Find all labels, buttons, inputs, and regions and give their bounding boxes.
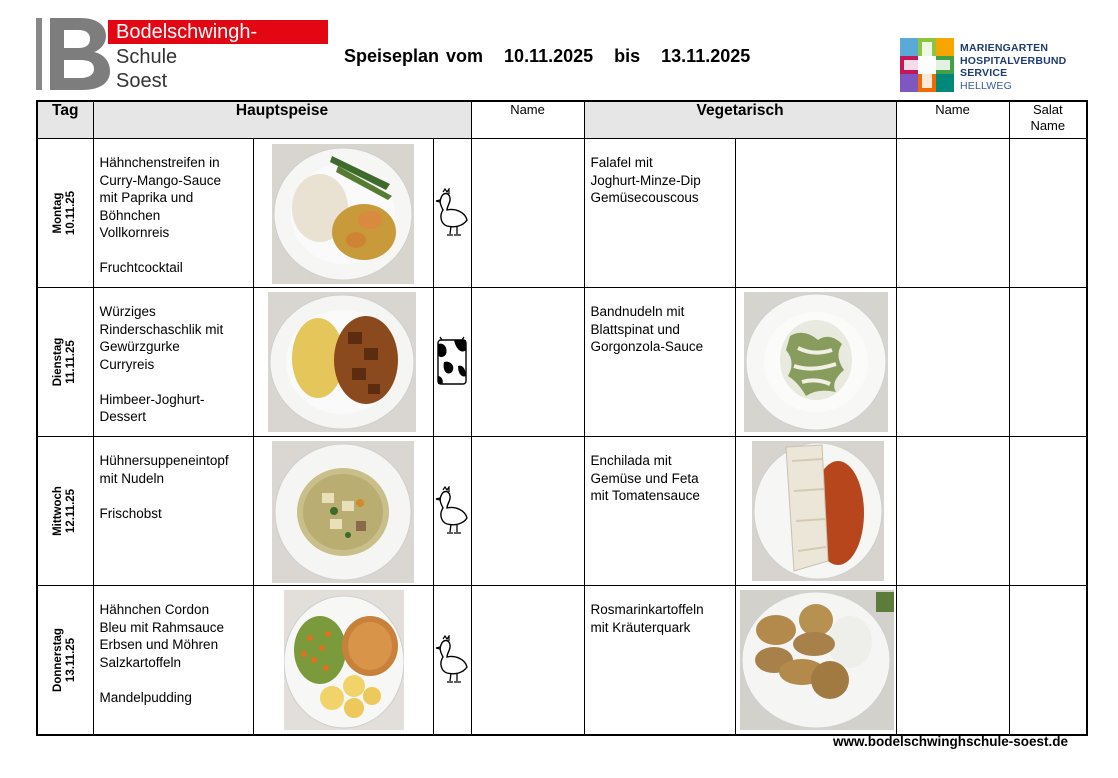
table-row — [37, 139, 1087, 288]
food-photo-beef-shashlik — [268, 292, 416, 432]
veg-photo-cell — [735, 139, 896, 288]
veg-dish-cell — [584, 437, 735, 586]
table-row — [37, 586, 1087, 736]
org-line-3: SERVICE — [960, 67, 1008, 79]
main-dish-cell — [93, 437, 253, 586]
meat-type-cell — [433, 139, 471, 288]
day-date: 11.11.25 — [65, 340, 78, 384]
main-name-cell — [471, 586, 584, 736]
page-title: Speiseplan vom 10.11.2025 bis 13.11.2025 — [344, 46, 751, 66]
day-date: 12.11.25 — [65, 488, 78, 534]
main-dish-photo — [253, 288, 433, 437]
school-logo — [36, 18, 296, 92]
main-dish-cell — [93, 139, 253, 288]
cow-icon — [434, 336, 470, 388]
org-line-4: HELLWEG — [960, 79, 1012, 92]
veg-dish-text: Rosmarinkartoffeln mit Kräuterquark — [590, 602, 704, 635]
day-date: 13.11.25 — [65, 637, 78, 683]
main-dish-text: Hühnersuppeneintopf mit Nudeln Frischobst — [99, 453, 229, 521]
school-name-line2: Schule — [116, 46, 178, 68]
table-header-row — [37, 101, 1087, 139]
main-dish-photo — [253, 586, 433, 736]
provider-logo — [900, 38, 1090, 94]
veg-dish-text: Enchilada mit Gemüse und Feta mit Tomatensauce — [590, 453, 700, 503]
veg-dish-cell — [584, 586, 735, 736]
menu-table — [36, 100, 1088, 736]
veg-dish-photo — [735, 437, 896, 586]
veg-dish-cell — [584, 139, 735, 288]
school-logo-b-mark — [36, 18, 112, 90]
veg-name-cell — [896, 288, 1009, 437]
mosaic-logo-icon — [900, 38, 954, 92]
main-name-cell — [471, 288, 584, 437]
veg-name-cell — [896, 437, 1009, 586]
salat-name-cell — [1009, 288, 1087, 437]
header-tag: Tag — [37, 101, 93, 139]
header-name-main: Name — [471, 101, 584, 139]
salat-name-cell — [1009, 437, 1087, 586]
day-cell — [37, 437, 93, 586]
main-dish-cell — [93, 288, 253, 437]
header-hauptspeise: Hauptspeise — [93, 101, 471, 139]
veg-dish-cell — [584, 288, 735, 437]
header-vegetarisch: Vegetarisch — [584, 101, 896, 139]
chicken-icon — [435, 486, 469, 536]
main-dish-photo — [253, 437, 433, 586]
veg-dish-photo — [735, 288, 896, 437]
veg-name-cell — [896, 139, 1009, 288]
chicken-icon — [435, 635, 469, 685]
main-dish-text: Hähnchen Cordon Bleu mit Rahmsauce Erbsen und Möhren Salzkartoffeln Mandelpudding — [99, 602, 225, 705]
header-salat-name: Salat Name — [1009, 101, 1087, 139]
food-photo-cordon-bleu — [284, 590, 404, 730]
day-date: 10.11.25 — [65, 190, 78, 236]
food-photo-enchilada — [752, 441, 884, 581]
salat-name-cell — [1009, 586, 1087, 736]
main-name-cell — [471, 437, 584, 586]
day-name: Montag — [52, 192, 65, 234]
main-dish-photo — [253, 139, 433, 288]
school-name-line3: Soest — [116, 70, 168, 92]
salat-name-cell — [1009, 139, 1087, 288]
main-name-cell — [471, 139, 584, 288]
website-url: www.bodelschwinghschule-soest.de — [832, 734, 1068, 749]
day-name: Mittwoch — [52, 486, 65, 536]
header-name-veg: Name — [896, 101, 1009, 139]
main-dish-cell — [93, 586, 253, 736]
day-name: Dienstag — [52, 337, 65, 387]
table-row — [37, 288, 1087, 437]
veg-name-cell — [896, 586, 1009, 736]
chicken-icon — [435, 188, 469, 238]
day-cell — [37, 139, 93, 288]
veg-dish-photo — [735, 586, 896, 736]
food-photo-rosemary-potatoes — [740, 590, 894, 730]
veg-dish-text: Bandnudeln mit Blattspinat und Gorgonzola-Sauce — [590, 304, 704, 354]
meat-type-cell — [433, 437, 471, 586]
day-name: Donnerstag — [52, 628, 65, 692]
food-photo-spinach-noodles — [744, 292, 888, 432]
meat-type-cell — [433, 288, 471, 437]
org-line-2: HOSPITALVERBUND — [960, 54, 1067, 67]
main-dish-text: Hähnchenstreifen in Curry-Mango-Sauce mit Paprika und Böhnchen Vollkornreis Fruchtcocktail — [99, 155, 222, 275]
food-photo-chicken-curry — [272, 144, 414, 284]
main-dish-text: Würziges Rinderschaschlik mit Gewürzgurke Curryreis Himbeer-Joghurt- Dessert — [99, 304, 224, 424]
meat-type-cell — [433, 586, 471, 736]
day-cell — [37, 586, 93, 736]
day-cell — [37, 288, 93, 437]
food-photo-chicken-soup — [272, 441, 414, 583]
veg-dish-text: Falafel mit Joghurt-Minze-Dip Gemüsecouscous — [590, 155, 701, 205]
school-name-red: Bodelschwingh- — [108, 20, 328, 44]
org-line-1: MARIENGARTEN — [960, 42, 1049, 54]
table-row — [37, 437, 1087, 586]
